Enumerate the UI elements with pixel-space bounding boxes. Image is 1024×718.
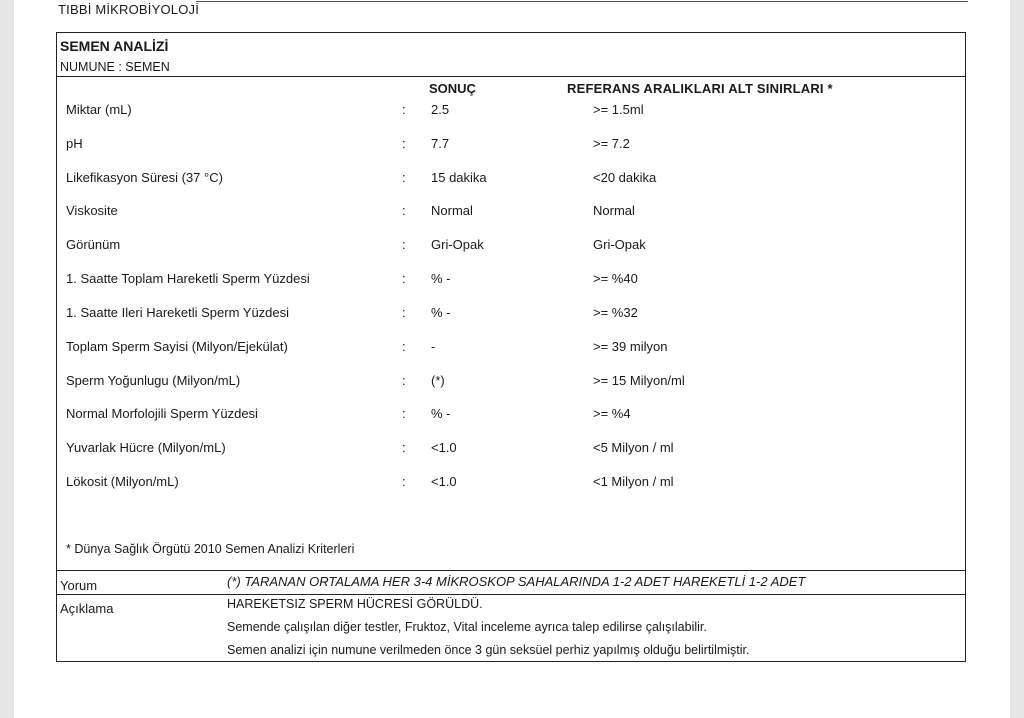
row-colon: : (402, 203, 406, 218)
row-label: Toplam Sperm Sayisi (Milyon/Ejekülat) (66, 339, 288, 354)
row-value: - (431, 339, 436, 354)
row-value: 15 dakika (431, 170, 487, 185)
row-colon: : (402, 373, 406, 388)
comment-text: (*) TARANAN ORTALAMA HER 3-4 MİKROSKOP SAHALARINDA 1-2 ADET HAREKETLİ 1-2 ADET (227, 574, 806, 589)
row-value: <1.0 (431, 440, 457, 455)
row-colon: : (402, 305, 406, 320)
row-reference: >= %4 (593, 406, 631, 421)
result-column-header: SONUÇ (429, 81, 476, 96)
table-row (57, 406, 965, 426)
row-reference: <20 dakika (593, 170, 657, 185)
row-reference: >= 7.2 (593, 136, 630, 151)
comment-divider (57, 570, 965, 571)
row-reference: >= 15 Milyon/ml (593, 373, 685, 388)
report-frame (56, 32, 966, 662)
row-label: Yuvarlak Hücre (Milyon/mL) (66, 440, 226, 455)
row-label: 1. Saatte Toplam Hareketli Sperm Yüzdesi (66, 271, 310, 286)
department-header: TIBBİ MİKROBİYOLOJİ (58, 2, 200, 17)
table-row (57, 474, 965, 494)
left-margin-strip (0, 0, 14, 718)
row-value: % - (431, 271, 451, 286)
section-divider (57, 76, 965, 77)
row-label: Lökosit (Milyon/mL) (66, 474, 179, 489)
row-colon: : (402, 440, 406, 455)
table-row (57, 170, 965, 190)
row-label: Likefikasyon Süresi (37 °C) (66, 170, 223, 185)
table-row (57, 136, 965, 156)
row-reference: <1 Milyon / ml (593, 474, 674, 489)
row-reference: >= 1.5ml (593, 102, 644, 117)
row-colon: : (402, 170, 406, 185)
explanation-line: Semen analizi için numune verilmeden önce 3 gün seksüel perhiz yapılmış olduğu belirtilmiştir. (227, 643, 750, 657)
reference-footnote: * Dünya Sağlık Örgütü 2010 Semen Analizi Kriterleri (66, 542, 355, 556)
comment-label: Yorum (60, 578, 98, 593)
row-colon: : (402, 102, 406, 117)
row-label: Normal Morfolojili Sperm Yüzdesi (66, 406, 258, 421)
row-reference: Normal (593, 203, 635, 218)
row-colon: : (402, 406, 406, 421)
row-value: % - (431, 406, 451, 421)
row-colon: : (402, 339, 406, 354)
row-label: Sperm Yoğunlugu (Milyon/mL) (66, 373, 241, 388)
row-colon: : (402, 237, 406, 252)
row-value: <1.0 (431, 474, 457, 489)
row-colon: : (402, 271, 406, 286)
row-colon: : (402, 474, 406, 489)
reference-column-header: REFERANS ARALIKLARI ALT SINIRLARI * (567, 81, 833, 96)
table-row (57, 305, 965, 325)
row-value: (*) (431, 373, 445, 388)
row-reference: >= %32 (593, 305, 638, 320)
sample-label: NUMUNE : SEMEN (60, 60, 170, 74)
table-row (57, 271, 965, 291)
row-value: 7.7 (431, 136, 450, 151)
row-reference: Gri-Opak (593, 237, 646, 252)
explanation-label: Açıklama (60, 601, 114, 616)
row-reference: >= 39 milyon (593, 339, 668, 354)
row-label: pH (66, 136, 83, 151)
explanation-line: HAREKETSIZ SPERM HÜCRESİ GÖRÜLDÜ. (227, 597, 483, 611)
row-label: Görünüm (66, 237, 121, 252)
row-value: % - (431, 305, 451, 320)
row-label: 1. Saatte Ileri Hareketli Sperm Yüzdesi (66, 305, 290, 320)
table-row (57, 237, 965, 257)
table-row (57, 102, 965, 122)
table-row (57, 440, 965, 460)
table-row (57, 373, 965, 393)
explanation-divider (57, 594, 965, 595)
explanation-line: Semende çalışılan diğer testler, Fruktoz, Vital inceleme ayrıca talep edilirse çalışılabilir. (227, 620, 707, 634)
row-reference: <5 Milyon / ml (593, 440, 674, 455)
row-reference: >= %40 (593, 271, 638, 286)
row-value: Gri-Opak (431, 237, 484, 252)
row-value: Normal (431, 203, 473, 218)
row-label: Viskosite (66, 203, 118, 218)
report-title: SEMEN ANALİZİ (60, 38, 169, 54)
table-row (57, 339, 965, 359)
table-row (57, 203, 965, 223)
header-divider (196, 1, 968, 2)
row-value: 2.5 (431, 102, 450, 117)
row-label: Miktar (mL) (66, 102, 132, 117)
right-margin-strip (1010, 0, 1024, 718)
row-colon: : (402, 136, 406, 151)
